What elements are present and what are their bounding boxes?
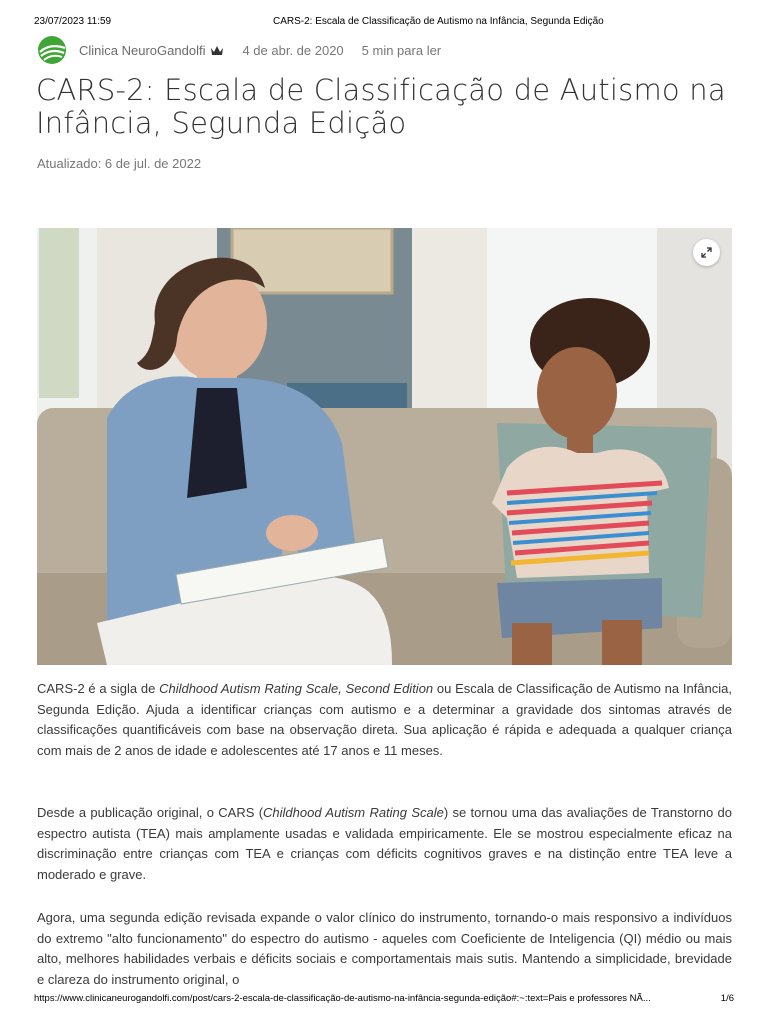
print-datetime: 23/07/2023 11:59 [34, 16, 112, 27]
crown-icon [210, 45, 224, 56]
paragraph-2-text-a: Desde a publicação original, o CARS ( [37, 805, 264, 820]
paragraph-3: Agora, uma segunda edição revisada expande o valor clínico do instrumento, tornando-o mais responsivo a indivíduos do extremo "alto funcionamento" do espectro do autismo - aqueles com Coeficiente de Inteligencia (QI) médio ou mais alto, melhores habilidades verbais e déficits sociais e comportamentais mais sutis. Mantendo a simplicidade, brevidade e clareza do instrumento original, o [37, 910, 732, 987]
author-name[interactable]: Clinica NeuroGandolfi [79, 42, 206, 58]
read-time: 5 min para ler [361, 42, 442, 58]
paragraph-2-text-b: ) se tornou uma das avaliações de Transtorno do espectro autista (TEA) mais amplamente usadas e validada empiricamente. Ele se mostrou especialmente eficaz na discriminação entre crianças com TEA e crianças com déficits cognitivos graves e na distinção entre TEA leve a moderado e grave. [37, 805, 732, 882]
paragraph-2-emphasis: Childhood Autism Rating Scale [263, 805, 444, 820]
hero-photo [37, 228, 732, 665]
print-footer [34, 993, 734, 1007]
hero-image[interactable] [37, 228, 732, 665]
paragraph-1-text-b: ou Escala de Classificação de Autismo na Infância, Segunda Edição. Ajuda a identificar crianças com autismo e a determinar a gravidade dos sintomas através de classificações quantificáveis com base na observação direta. Sua aplicação é rápida e adequada a qualquer criança com mais de 2 anos de idade e adolescentes até 17 anos e 11 meses. [37, 681, 732, 758]
print-url[interactable]: https://www.clinicaneurogandolfi.com/post/cars-2-escala-de-classificação-de-autismo-na-infância-segunda-edição#:~:text=Pais e professores NÃ... [34, 993, 651, 1004]
clinic-logo-icon[interactable] [37, 35, 67, 65]
publish-date: 4 de abr. de 2020 [242, 42, 344, 58]
paragraph-1 [37, 679, 732, 761]
print-header [34, 14, 734, 30]
paragraph-1-text-a: CARS-2 é a sigla de [37, 681, 160, 696]
expand-image-button[interactable] [693, 239, 720, 266]
paragraph-2 [37, 803, 732, 885]
post-title: CARS-2: Escala de Classificação de Autismo na Infância, Segunda Edição [36, 73, 726, 140]
expand-icon [700, 246, 713, 259]
paragraph-1-emphasis: Childhood Autism Rating Scale, Second Edition [159, 681, 434, 696]
post-meta [37, 36, 731, 64]
updated-date: Atualizado: 6 de jul. de 2022 [37, 156, 202, 171]
print-title: CARS-2: Escala de Classificação de Autismo na Infância, Segunda Edição [273, 16, 604, 27]
page-number: 1/6 [720, 993, 734, 1004]
